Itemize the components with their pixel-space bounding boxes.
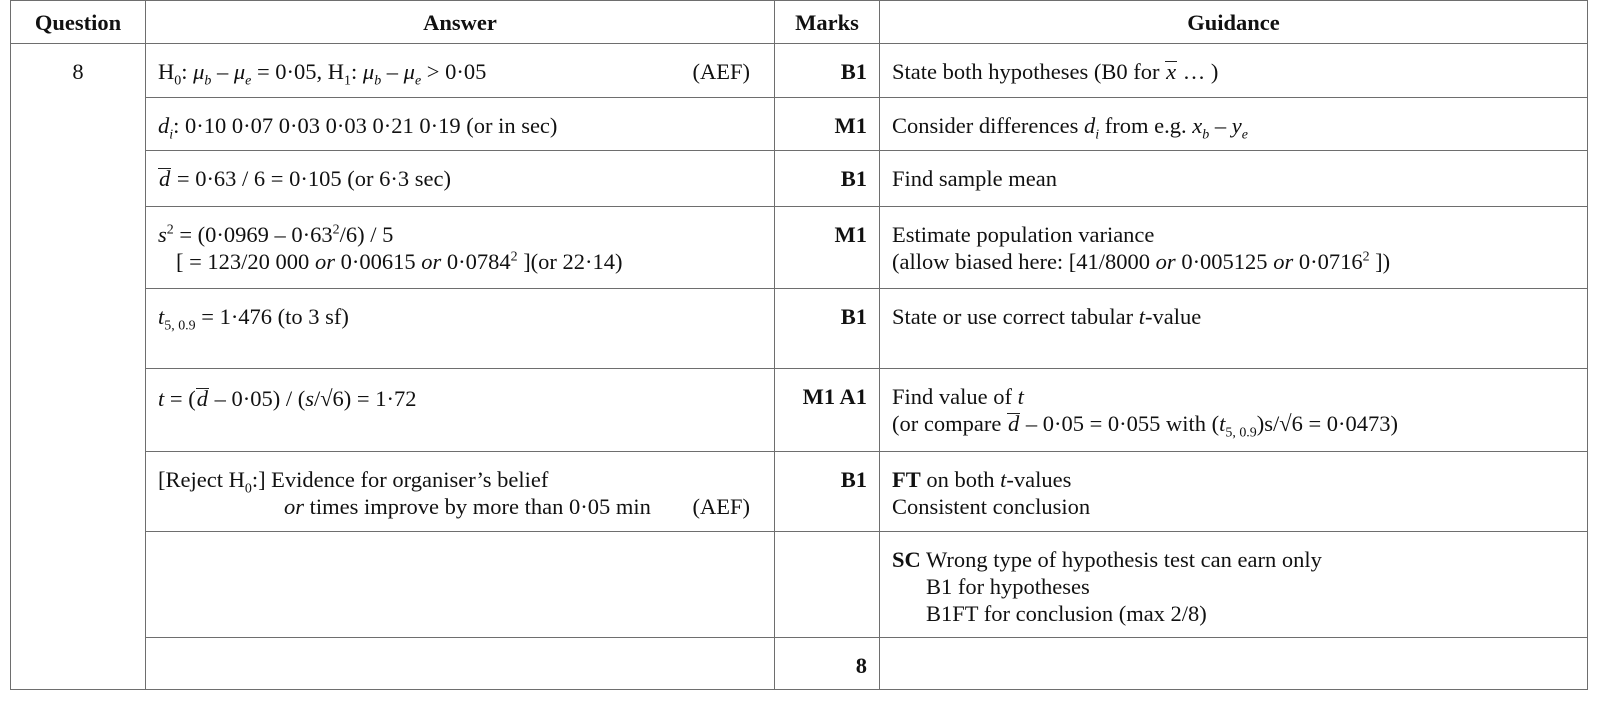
question-number: 8: [11, 44, 146, 690]
guidance-cell: [880, 638, 1588, 690]
header-answer: Answer: [146, 1, 775, 44]
total-row: [11, 638, 1588, 690]
guidance-cell: Consider differences $d_i$ from e.g. $x_b - y_e$: [880, 98, 1588, 151]
answer-hypotheses: $H_0$: $\mu_b - \mu_e = 0\cdot 05$, $H_1$: $\mu_b - \mu_e > 0\cdot 05$ (AEF): [158, 59, 750, 89]
table-row: [11, 98, 1588, 151]
table-row: [11, 532, 1588, 638]
mark-scheme-table: [10, 0, 1588, 690]
answer-cell: d = 0·63 / 6 = 0·105 (or 6·3 sec): [146, 151, 775, 207]
marks-cell: M1 A1: [775, 369, 880, 452]
answer-cell: [146, 44, 775, 98]
table-row: [11, 452, 1588, 532]
header-question: Question: [11, 1, 146, 44]
marks-cell: M1: [775, 207, 880, 289]
aef-note: (AEF): [692, 494, 750, 519]
x-bar-symbol: x: [1166, 59, 1177, 84]
guidance-cell: State or use correct tabular t-value: [880, 289, 1588, 369]
marks-cell: B1: [775, 452, 880, 532]
table-row: [11, 369, 1588, 452]
header-marks: Marks: [775, 1, 880, 44]
guidance-cell: FT on both t-values Consistent conclusion: [880, 452, 1588, 532]
answer-cell: [Reject $H_0$:] Evidence for organiser’s belief or times improve by more than 0·05 min (AEF): [146, 452, 775, 532]
answer-cell: $s^2 = (0\cdot 0969 - 0\cdot 63^2/6) / 5$ [ = 123/20 000 or 0·00615 or $0\cdot 0784^2$ ](or 22·14): [146, 207, 775, 289]
guidance-cell: Find value of t (or compare d – 0·05 = 0·055 with $(t_{5, 0.9})s/√6 = 0\cdot 0473$): [880, 369, 1588, 452]
answer-cell: $t_{5, 0.9} = 1\cdot 476$ (to 3 sf): [146, 289, 775, 369]
marks-cell: B1: [775, 151, 880, 207]
answer-cell: $d_i$: 0·10 0·07 0·03 0·03 0·21 0·19 (or in sec): [146, 98, 775, 151]
guidance-cell: State both hypotheses (B0 for x … ): [880, 44, 1588, 98]
total-marks: 8: [775, 638, 880, 690]
table-row: [11, 207, 1588, 289]
header-guidance: Guidance: [880, 1, 1588, 44]
d-bar-symbol: d: [1007, 411, 1020, 436]
d-bar-symbol: d: [196, 386, 208, 411]
answer-cell: [146, 638, 775, 690]
d-bar-symbol: d: [159, 166, 171, 191]
marks-cell: [775, 532, 880, 638]
guidance-cell: Find sample mean: [880, 151, 1588, 207]
aef-note: (AEF): [692, 59, 750, 84]
header-row: [11, 1, 1588, 44]
marks-cell: B1: [775, 44, 880, 98]
table-row: [11, 289, 1588, 369]
guidance-cell: SC Wrong type of hypothesis test can earn only B1 for hypotheses B1FT for conclusion (max 2/8): [880, 532, 1588, 638]
marks-cell: M1: [775, 98, 880, 151]
table-row: [11, 44, 1588, 98]
table-row: [11, 151, 1588, 207]
answer-cell: [146, 532, 775, 638]
guidance-cell: Estimate population variance (allow biased here: [41/8000 or 0·005125 or $0\cdot 0716^2$ ]): [880, 207, 1588, 289]
marks-cell: B1: [775, 289, 880, 369]
answer-cell: t = (d – 0·05) / (s/√6) = 1·72: [146, 369, 775, 452]
